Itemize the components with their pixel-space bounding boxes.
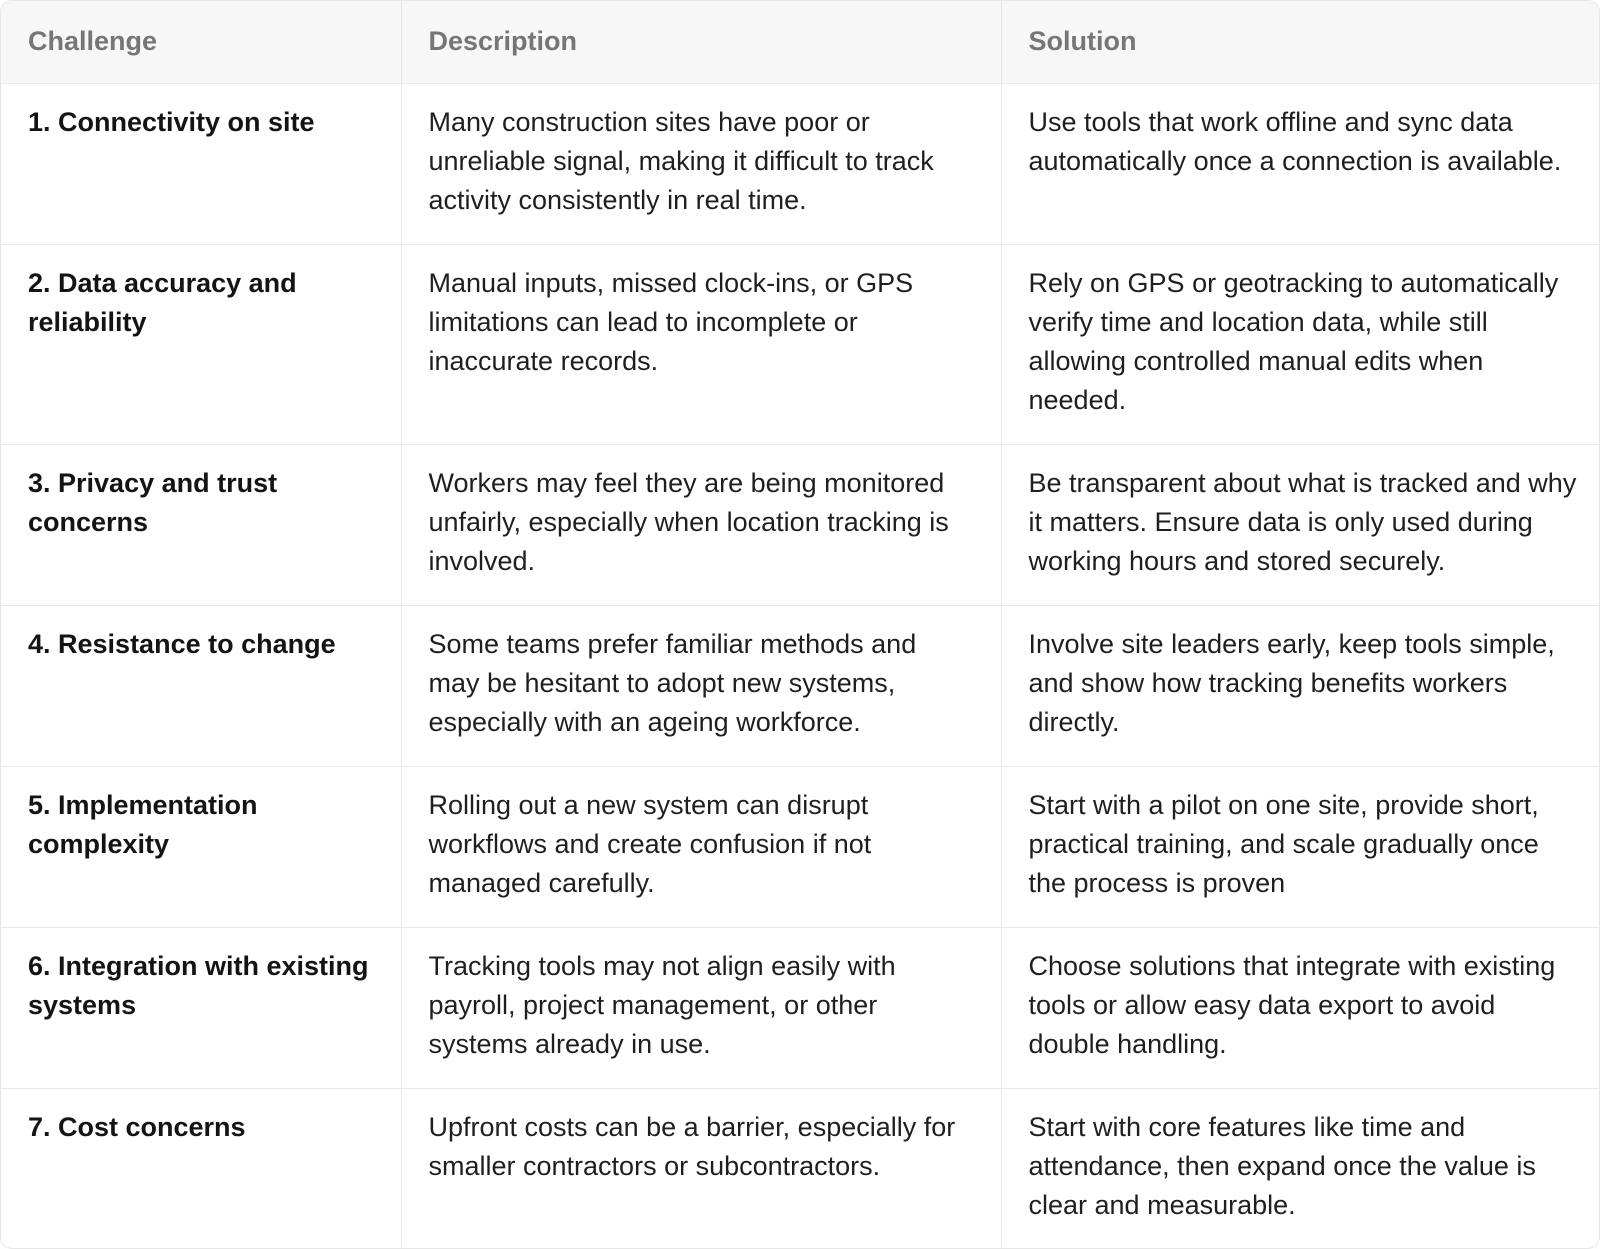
challenge-cell: 4. Resistance to change (1, 605, 401, 766)
table-header (1, 1, 1599, 83)
challenge-cell: 6. Integration with existing systems (1, 927, 401, 1088)
challenge-cell: 1. Connectivity on site (1, 83, 401, 244)
table-body (1, 83, 1599, 1248)
challenge-cell: 5. Implementation complexity (1, 766, 401, 927)
description-cell: Workers may feel they are being monitored unfairly, especially when location tracking is involved. (401, 444, 1001, 605)
header-challenge: Challenge (1, 1, 401, 83)
table-row (1, 766, 1599, 927)
solution-cell: Use tools that work offline and sync data automatically once a connection is available. (1001, 83, 1599, 244)
description-cell: Manual inputs, missed clock-ins, or GPS limitations can lead to incomplete or inaccurate records. (401, 244, 1001, 444)
description-cell: Some teams prefer familiar methods and may be hesitant to adopt new systems, especially with an ageing workforce. (401, 605, 1001, 766)
description-cell: Upfront costs can be a barrier, especially for smaller contractors or subcontractors. (401, 1088, 1001, 1248)
table-row (1, 444, 1599, 605)
description-cell: Tracking tools may not align easily with payroll, project management, or other systems already in use. (401, 927, 1001, 1088)
table-row (1, 927, 1599, 1088)
challenges-table-grid (1, 1, 1599, 1248)
table-row (1, 605, 1599, 766)
table-row (1, 83, 1599, 244)
header-description: Description (401, 1, 1001, 83)
solution-cell: Involve site leaders early, keep tools simple, and show how tracking benefits workers directly. (1001, 605, 1599, 766)
solution-cell: Rely on GPS or geotracking to automatically verify time and location data, while still allowing controlled manual edits when needed. (1001, 244, 1599, 444)
description-cell: Many construction sites have poor or unreliable signal, making it difficult to track activity consistently in real time. (401, 83, 1001, 244)
solution-cell: Start with core features like time and attendance, then expand once the value is clear and measurable. (1028, 1111, 1536, 1220)
challenge-cell: 7. Cost concerns (1, 1088, 401, 1248)
header-row (1, 1, 1599, 83)
challenge-cell: 2. Data accuracy and reliability (1, 244, 401, 444)
table-row (1, 244, 1599, 444)
solution-cell: Start with a pilot on one site, provide short, practical training, and scale gradually once the process is proven (1001, 766, 1599, 927)
header-solution: Solution (1001, 1, 1599, 83)
table-row (1, 1088, 1599, 1248)
challenge-cell: 3. Privacy and trust concerns (1, 444, 401, 605)
solution-cell: Choose solutions that integrate with existing tools or allow easy data export to avoid double handling. (1001, 927, 1599, 1088)
description-cell: Rolling out a new system can disrupt workflows and create confusion if not managed carefully. (401, 766, 1001, 927)
solution-cell: Be transparent about what is tracked and why it matters. Ensure data is only used during working hours and stored securely. (1001, 444, 1599, 605)
